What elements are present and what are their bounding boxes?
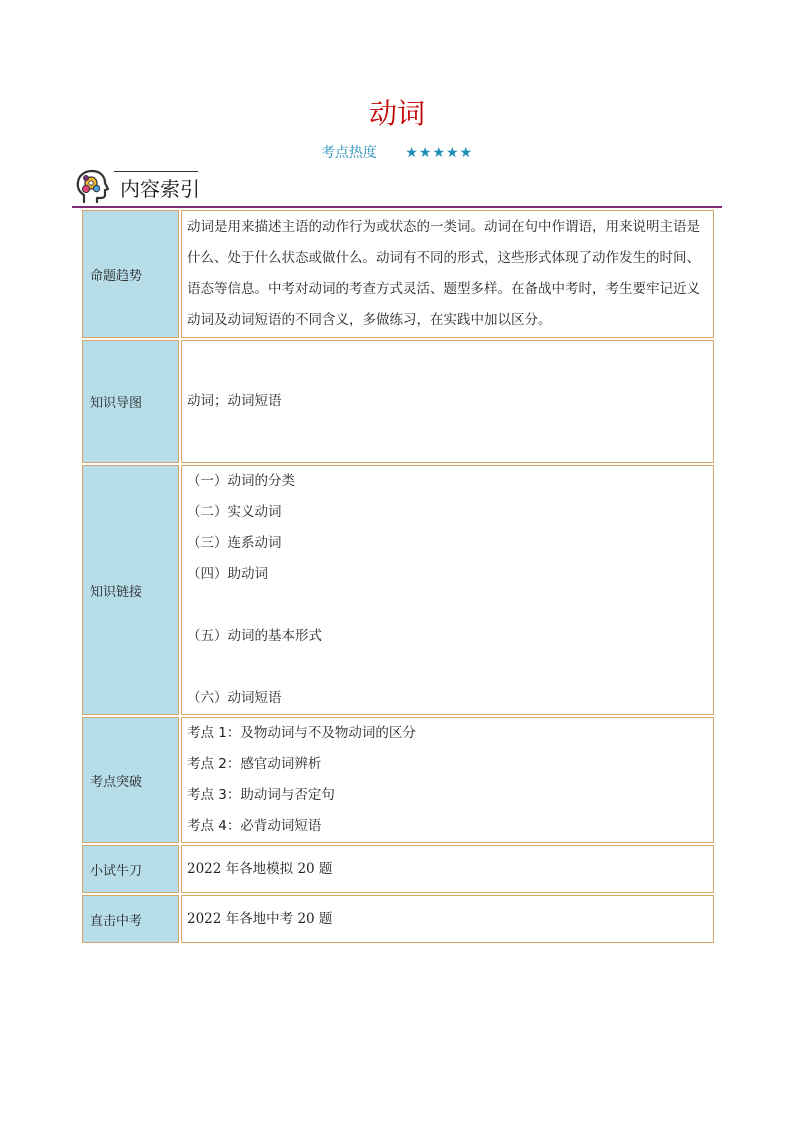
row-content-practice: 2022 年各地模拟 20 题 [181, 845, 714, 893]
index-top-line [114, 171, 198, 172]
row-content-points [181, 717, 714, 843]
spacer [187, 590, 709, 621]
content-index-header [72, 166, 722, 210]
star-rating-icon: ★★★★★ [405, 145, 474, 161]
row-label-practice: 小试牛刀 [82, 845, 179, 893]
trend-line: 语态等信息。中考对动词的考查方式灵活、题型多样。在备战中考时，考生要牢记近义 [187, 281, 700, 297]
link-item: （六）动词短语 [187, 690, 282, 706]
table-row-links [82, 465, 714, 715]
trend-line: 动词是用来描述主语的动作行为或状态的一类词。动词在句中作谓语，用来说明主语是 [187, 219, 700, 235]
heat-rating [0, 142, 794, 164]
point-item: 考点 2：感官动词辨析 [187, 756, 322, 772]
table-row-map [82, 340, 714, 463]
row-content-map: 动词；动词短语 [181, 340, 714, 463]
page-title: 动词 [368, 97, 425, 130]
point-item: 考点 4：必背动词短语 [187, 818, 322, 834]
row-label-map: 知识导图 [82, 340, 179, 463]
row-content-exam: 2022 年各地中考 20 题 [181, 895, 714, 943]
table-row-practice [82, 845, 714, 893]
trend-line: 什么、处于什么状态或做什么。动词有不同的形式，这些形式体现了动作发生的时间、 [187, 250, 700, 266]
link-item: （二）实义动词 [187, 504, 282, 520]
link-item: （四）助动词 [187, 566, 268, 582]
link-item: （三）连系动词 [187, 535, 282, 551]
table-row-points [82, 717, 714, 843]
row-label-points: 考点突破 [82, 717, 179, 843]
heat-label: 考点热度 [320, 145, 377, 161]
row-label-exam: 直击中考 [82, 895, 179, 943]
link-item: （五）动词的基本形式 [187, 628, 322, 644]
row-label-links: 知识链接 [82, 465, 179, 715]
link-item: （一）动词的分类 [187, 473, 295, 489]
content-table [80, 208, 716, 945]
row-content-trend [181, 210, 714, 338]
point-item: 考点 3：助动词与否定句 [187, 787, 335, 803]
trend-line: 动词及动词短语的不同含义，多做练习，在实践中加以区分。 [187, 312, 552, 328]
head-gears-icon [72, 166, 112, 206]
row-label-trend: 命题趋势 [82, 210, 179, 338]
table-row-trend [82, 210, 714, 338]
index-title: 内容索引 [120, 177, 200, 201]
spacer [187, 652, 709, 683]
row-content-links [181, 465, 714, 715]
point-item: 考点 1：及物动词与不及物动词的区分 [187, 725, 416, 741]
table-row-exam [82, 895, 714, 943]
